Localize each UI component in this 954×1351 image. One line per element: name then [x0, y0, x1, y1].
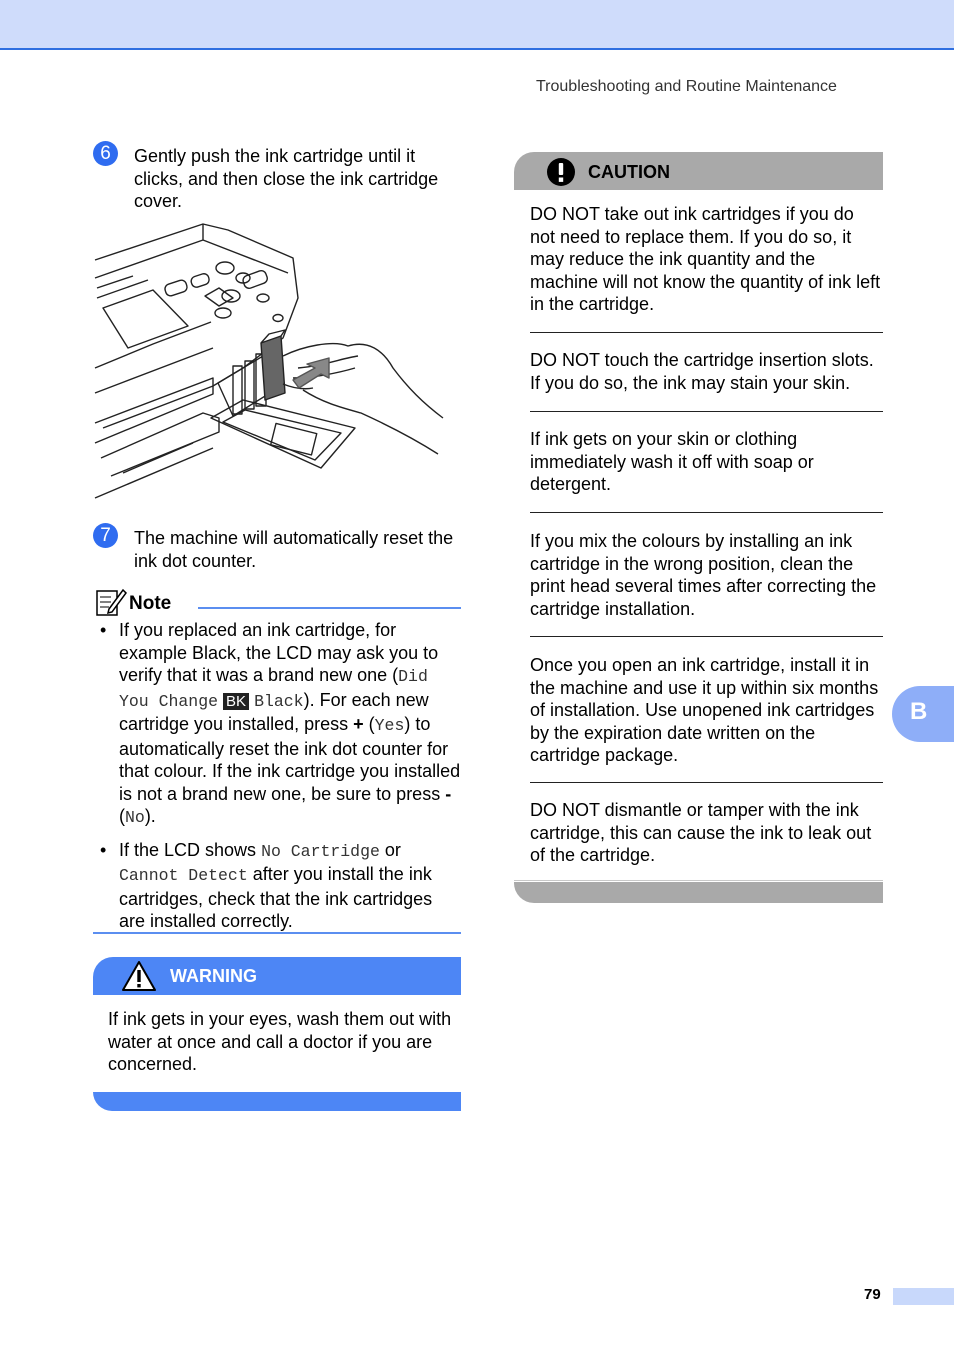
caution-divider	[530, 332, 883, 333]
note-bottom-rule	[93, 932, 461, 934]
caution-item-4: If you mix the colours by installing an ink cartridge in the wrong position, clean the print head several times after correcting the cartridge installation.	[530, 531, 877, 619]
warning-text: If ink gets in your eyes, wash them out with water at once and call a doctor if you are concerned.	[108, 1009, 452, 1074]
note-title: Note	[129, 593, 172, 614]
bullet-1-text-6: ).	[144, 806, 156, 826]
warning-title: WARNING	[170, 966, 257, 986]
bullet-1-text-5: (	[119, 806, 125, 826]
bullet-1-text-3: (	[363, 714, 375, 734]
bullet-dot: •	[100, 620, 107, 640]
warning-footer-bar	[93, 1092, 461, 1111]
note-bullet-1	[100, 619, 462, 830]
bullet-dot: •	[100, 839, 107, 860]
caution-exclamation-icon	[546, 157, 576, 187]
bullet-1-text-2: ). For each new cartridge you installed, press	[119, 689, 429, 734]
note-rule	[198, 607, 461, 609]
running-header: Troubleshooting and Routine Maintenance	[536, 78, 837, 95]
caution-item-3: If ink gets on your skin or clothing immediately wash it off with soap or detergent.	[530, 429, 814, 494]
footer-band	[893, 1288, 954, 1305]
bullet-1-text-1: If you replaced an ink cartridge, for example Black, the LCD may ask you to verify that it was a brand new one (	[119, 620, 439, 685]
caution-item-5: Once you open an ink cartridge, install it in the machine and use it up within six months of installation. Use unopened ink cartridges by the expiration date written on the cartridge package.	[530, 655, 879, 765]
bullet-2-text-1: If the LCD shows	[119, 839, 262, 860]
lcd-text-no: No	[125, 808, 145, 827]
caution-divider	[530, 636, 883, 637]
caution-divider	[530, 512, 883, 513]
caution-header	[514, 152, 883, 190]
lcd-text-black: Black	[254, 691, 304, 711]
caution-item-1: DO NOT take out ink cartridges if you do not need to replace them. If you do so, it may reduce the ink quantity and the machine will not know the quantity of ink left in the cartridge.	[530, 204, 881, 314]
caution-footer-bar	[514, 882, 883, 903]
step-text-7: The machine will automatically reset the ink dot counter.	[134, 528, 454, 571]
caution-item-2: DO NOT touch the cartridge insertion slots. If you do so, the ink may stain your skin.	[530, 350, 874, 393]
caution-title: CAUTION	[588, 162, 670, 182]
caution-divider	[530, 782, 883, 783]
caution-item-6: DO NOT dismantle or tamper with the ink cartridge, this can cause the ink to leak out of the cartridge.	[530, 800, 872, 865]
lcd-text-cannot-detect: Cannot Detect	[119, 866, 248, 885]
lcd-text-yes: Yes	[374, 716, 405, 735]
bullet-2-text-2: or	[379, 839, 401, 860]
note-bullet-2	[100, 839, 462, 933]
printer-cartridge-illustration	[93, 218, 463, 510]
lcd-text-did-you-change: Did You Change	[119, 667, 428, 711]
header-band	[0, 0, 954, 50]
warning-header	[93, 957, 461, 995]
note-pencil-icon	[95, 587, 127, 617]
caution-footer-line	[514, 880, 883, 881]
minus-key-label: -	[445, 783, 452, 804]
warning-triangle-icon	[121, 960, 157, 992]
bullet-1-text-4: ) to automatically reset the ink dot counter for that colour. If the ink cartridge you installed is not a brand new one, be sure to press	[119, 714, 461, 804]
note-list	[100, 619, 462, 942]
side-tab-label: B	[910, 698, 928, 725]
bullet-2-text-3: after you install the ink cartridges, check that the ink cartridges are installed correctly.	[119, 864, 433, 931]
step-number-6: 6	[93, 141, 118, 166]
step-text-6: Gently push the ink cartridge until it clicks, and then close the ink cartridge cover.	[134, 146, 439, 211]
plus-key-label: +	[353, 714, 364, 734]
bk-color-chip: BK	[223, 693, 249, 710]
caution-divider	[530, 411, 883, 412]
lcd-text-no-cartridge: No Cartridge	[261, 841, 380, 861]
page-number: 79	[864, 1286, 881, 1303]
step-number-7: 7	[93, 523, 118, 548]
appendix-side-tab	[892, 686, 954, 742]
